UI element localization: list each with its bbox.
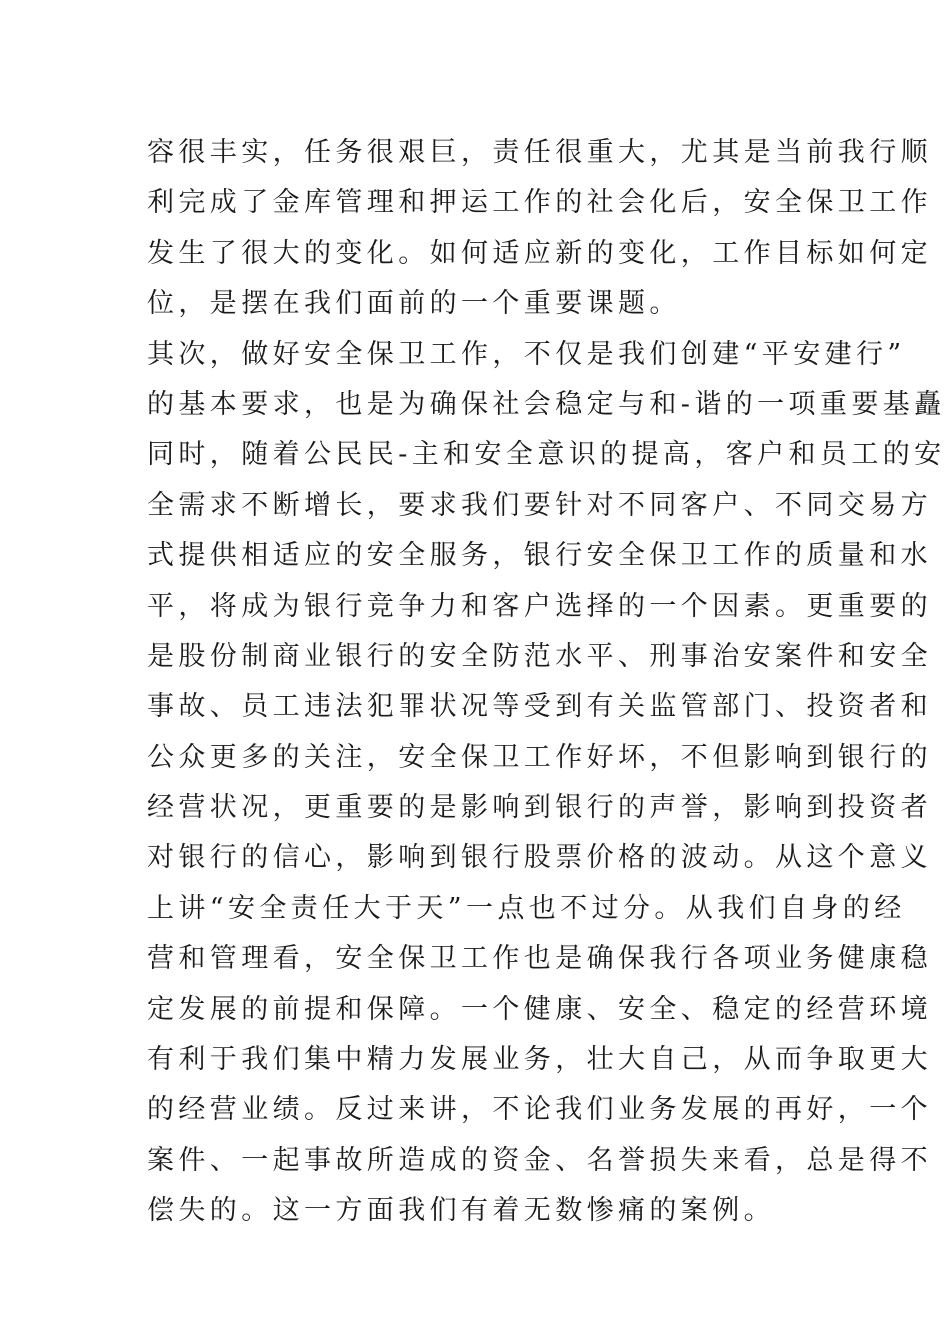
body-text (147, 128, 946, 1237)
text-line: 事故、员工违法犯罪状况等受到有关监管部门、投资者和 (147, 691, 932, 723)
text-line: 偿失的。这一方面我们有着无数惨痛的案例。 (147, 1195, 775, 1227)
text-line: 的经营业绩。反过来讲，不论我们业务发展的再好，一个 (147, 1094, 932, 1126)
text-line: 容很丰实，任务很艰巨，责任很重大，尤其是当前我行顺 (147, 137, 932, 168)
text-line: 利完成了金库管理和押运工作的社会化后，安全保卫工作 (147, 187, 932, 219)
text-line: 式提供相适应的安全服务，银行安全保卫工作的质量和水 (147, 540, 932, 572)
text-line: 全需求不断增长，要求我们要针对不同客户、不同交易方 (147, 489, 932, 521)
text-line: 平，将成为银行竞争力和客户选择的一个因素。更重要的 (147, 590, 932, 622)
text-line: 上讲“安全责任大于天”一点也不过分。从我们自身的经 (147, 892, 906, 924)
text-line: 发生了很大的变化。如何适应新的变化，工作目标如何定 (147, 237, 932, 269)
text-line: 对银行的信心，影响到银行股票价格的波动。从这个意义 (147, 842, 932, 874)
text-line: 有利于我们集中精力发展业务，壮大自己，从而争取更大 (147, 1044, 932, 1076)
text-line: 位，是摆在我们面前的一个重要课题。 (147, 288, 681, 320)
text-line: 同时，随着公民民-主和安全意识的提高，客户和员工的安 (147, 439, 946, 471)
text-line: 经营状况，更重要的是影响到银行的声誉，影响到投资者 (147, 792, 932, 824)
text-line: 公众更多的关注，安全保卫工作好坏，不但影响到银行的 (147, 741, 932, 773)
text-line: 案件、一起事故所造成的资金、名誉损失来看，总是得不 (147, 1144, 932, 1176)
text-line: 营和管理看，安全保卫工作也是确保我行各项业务健康稳 (147, 943, 932, 975)
text-line: 其次，做好安全保卫工作，不仅是我们创建“平安建行” (147, 338, 906, 370)
text-line: 的基本要求，也是为确保社会稳定与和-谐的一项重要基矗 (147, 388, 946, 420)
text-line: 定发展的前提和保障。一个健康、安全、稳定的经营环境 (147, 993, 932, 1025)
text-line: 是股份制商业银行的安全防范水平、刑事治安案件和安全 (147, 640, 932, 672)
